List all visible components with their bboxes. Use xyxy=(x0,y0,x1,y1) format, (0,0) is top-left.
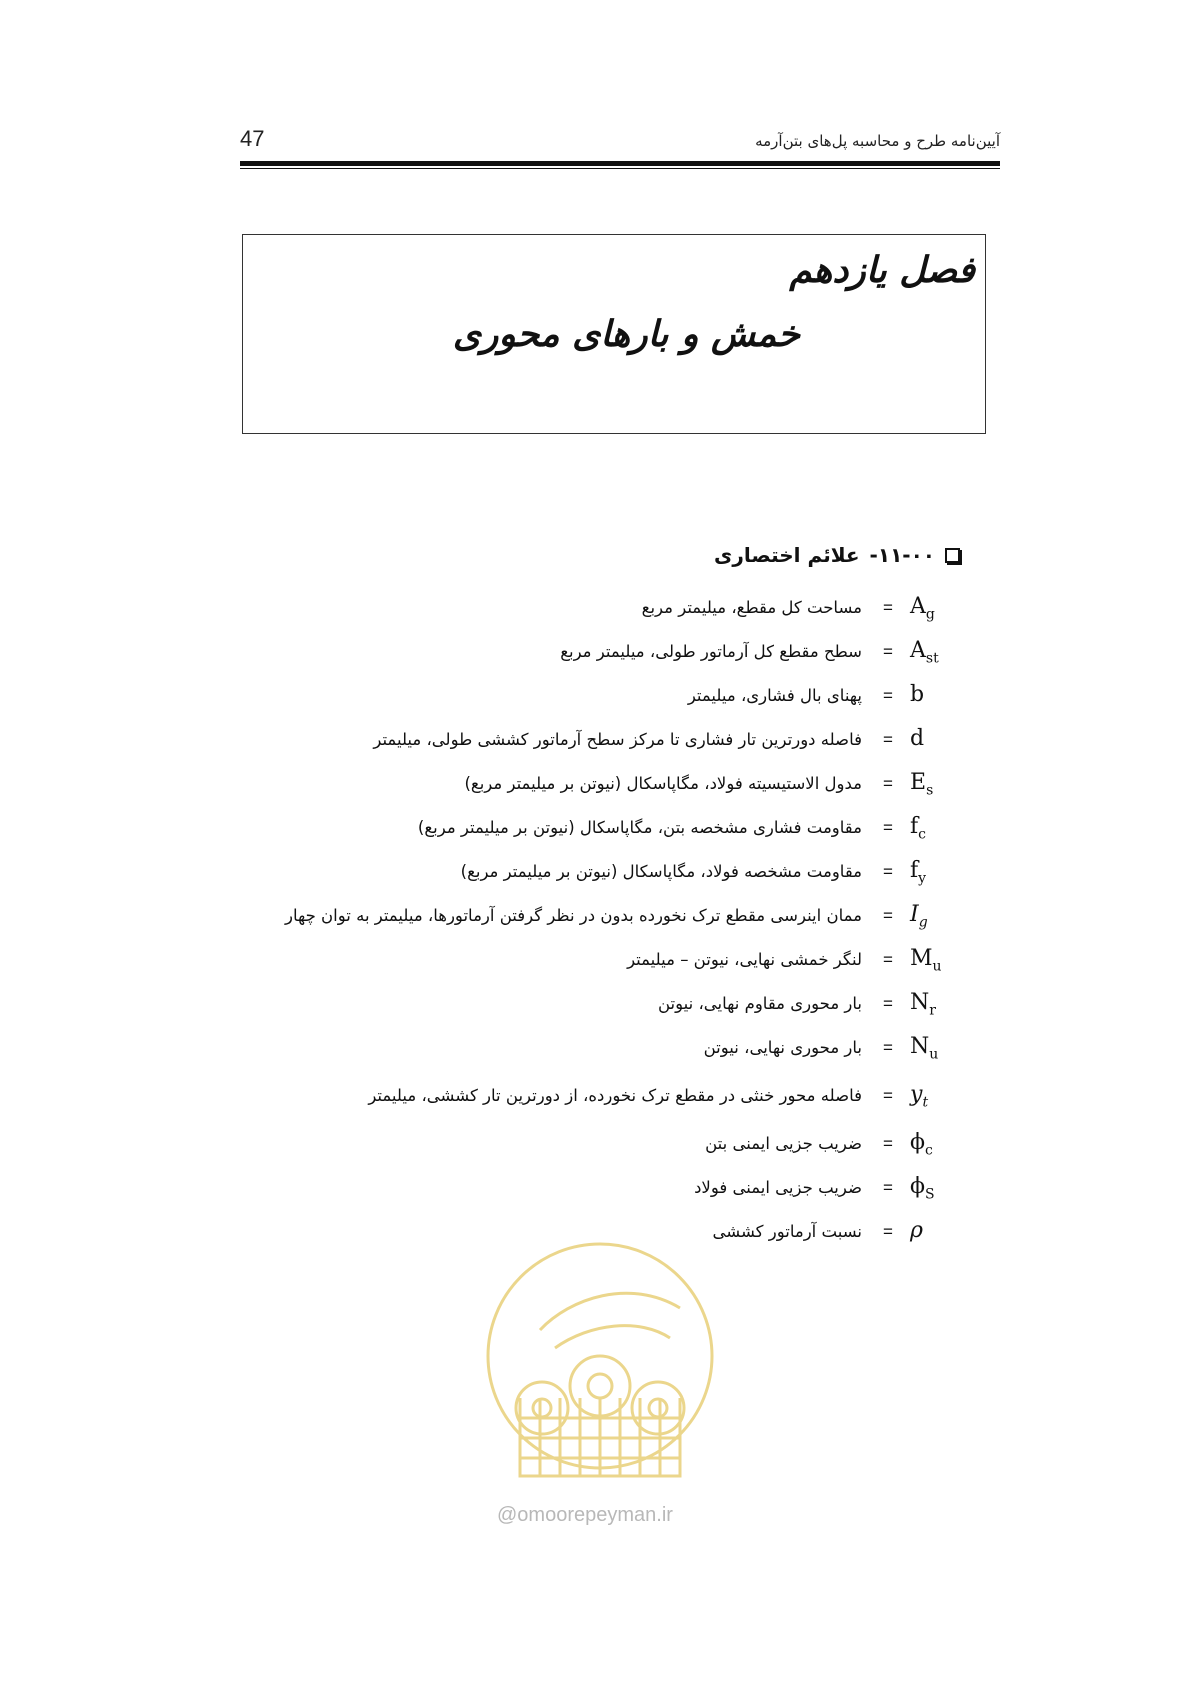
symbol-row xyxy=(200,900,960,940)
symbol-description: مدول الاستیسیته فولاد، مگاپاسکال (نیوتن بر میلیمتر مربع) xyxy=(464,774,862,793)
watermark-logo xyxy=(480,1238,720,1488)
watermark-seal-icon xyxy=(480,1238,720,1488)
symbol-description: ممان اینرسی مقطع ترک نخورده بدون در نظر گرفتن آرماتورها، میلیمتر به توان چهار xyxy=(284,906,862,925)
symbol: $N_u$ xyxy=(910,1034,939,1063)
section-heading xyxy=(714,543,960,567)
symbol: $A_{st}$ xyxy=(910,638,939,667)
symbol-description: بار محوری مقاوم نهایی، نیوتن xyxy=(657,994,862,1013)
equals-sign: = xyxy=(883,818,893,837)
symbol-row xyxy=(200,1032,960,1072)
header-rule-thick xyxy=(240,161,1000,166)
watermark-url: @omoorepeyman.ir xyxy=(497,1504,673,1526)
symbol-description: ضریب جزیی ایمنی فولاد xyxy=(694,1178,862,1197)
equals-sign: = xyxy=(883,774,893,793)
page-header xyxy=(240,118,1000,158)
section-title: علائم اختصاری xyxy=(714,543,860,567)
symbol: d xyxy=(910,726,925,751)
symbol-row xyxy=(200,768,960,808)
equals-sign: = xyxy=(883,642,893,661)
symbol-description: سطح مقطع کل آرماتور طولی، میلیمتر مربع xyxy=(560,642,862,661)
symbol-description: فاصله محور خنثی در مقطع ترک نخورده، از دورترین تار کششی، میلیمتر xyxy=(368,1086,862,1105)
symbol: $A_g$ xyxy=(910,594,935,623)
symbol-row xyxy=(200,856,960,896)
symbol: $E_s$ xyxy=(910,770,934,799)
symbol-row xyxy=(200,1172,960,1212)
checkbox-icon xyxy=(945,548,960,563)
chapter-title: خمش و بارهای محوری xyxy=(452,313,800,355)
symbol-description: بار محوری نهایی، نیوتن xyxy=(703,1038,862,1057)
symbol: $y_t$ xyxy=(910,1082,929,1111)
chapter-label: فصل یازدهم xyxy=(789,249,975,291)
section-number: ۱۱-۰۰- xyxy=(869,543,935,567)
symbol: b xyxy=(910,682,925,707)
symbol: $N_r$ xyxy=(910,990,936,1019)
symbol: $f_c$ xyxy=(910,814,926,843)
chapter-title-box xyxy=(242,234,986,434)
equals-sign: = xyxy=(883,1222,893,1241)
equals-sign: = xyxy=(883,730,893,749)
symbol-description: مقاومت فشاری مشخصه بتن، مگاپاسکال (نیوتن بر میلیمتر مربع) xyxy=(417,818,862,837)
symbol-description: فاصله دورترین تار فشاری تا مرکز سطح آرماتور کششی طولی، میلیمتر xyxy=(373,730,862,749)
symbol: $\phi_c$ xyxy=(910,1130,933,1159)
symbol-description: لنگر خمشی نهایی، نیوتن – میلیمتر xyxy=(627,950,862,969)
symbol-row xyxy=(200,988,960,1028)
symbol: ρ xyxy=(910,1218,923,1243)
equals-sign: = xyxy=(883,598,893,617)
equals-sign: = xyxy=(883,1178,893,1197)
running-title: آیین‌نامه طرح و محاسبه پل‌های بتن‌آرمه xyxy=(755,132,1000,150)
equals-sign: = xyxy=(883,1038,893,1057)
symbol-row xyxy=(200,636,960,676)
symbol: $M_u$ xyxy=(910,946,942,975)
symbol: $f_y$ xyxy=(910,858,927,887)
page-number: 47 xyxy=(240,126,265,151)
symbol-row xyxy=(200,1128,960,1168)
symbol-description: پهنای بال فشاری، میلیمتر xyxy=(687,686,862,705)
symbol-row xyxy=(200,1080,960,1120)
symbol-row xyxy=(200,724,960,764)
equals-sign: = xyxy=(883,862,893,881)
equals-sign: = xyxy=(883,906,893,925)
equals-sign: = xyxy=(883,994,893,1013)
symbol: $\phi_S$ xyxy=(910,1174,935,1203)
symbol-row xyxy=(200,680,960,720)
symbol-row xyxy=(200,592,960,632)
header-rule-thin xyxy=(240,168,1000,169)
symbol-description: نسبت آرماتور کششی xyxy=(712,1222,862,1241)
symbol-row xyxy=(200,944,960,984)
symbol-description: مقاومت مشخصه فولاد، مگاپاسکال (نیوتن بر میلیمتر مربع) xyxy=(460,862,862,881)
equals-sign: = xyxy=(883,1086,893,1105)
equals-sign: = xyxy=(883,1134,893,1153)
symbol: $I_g$ xyxy=(910,902,928,931)
symbol-description: مساحت کل مقطع، میلیمتر مربع xyxy=(641,598,862,617)
equals-sign: = xyxy=(883,950,893,969)
symbol-row xyxy=(200,812,960,852)
equals-sign: = xyxy=(883,686,893,705)
symbol-description: ضریب جزیی ایمنی بتن xyxy=(705,1134,862,1153)
